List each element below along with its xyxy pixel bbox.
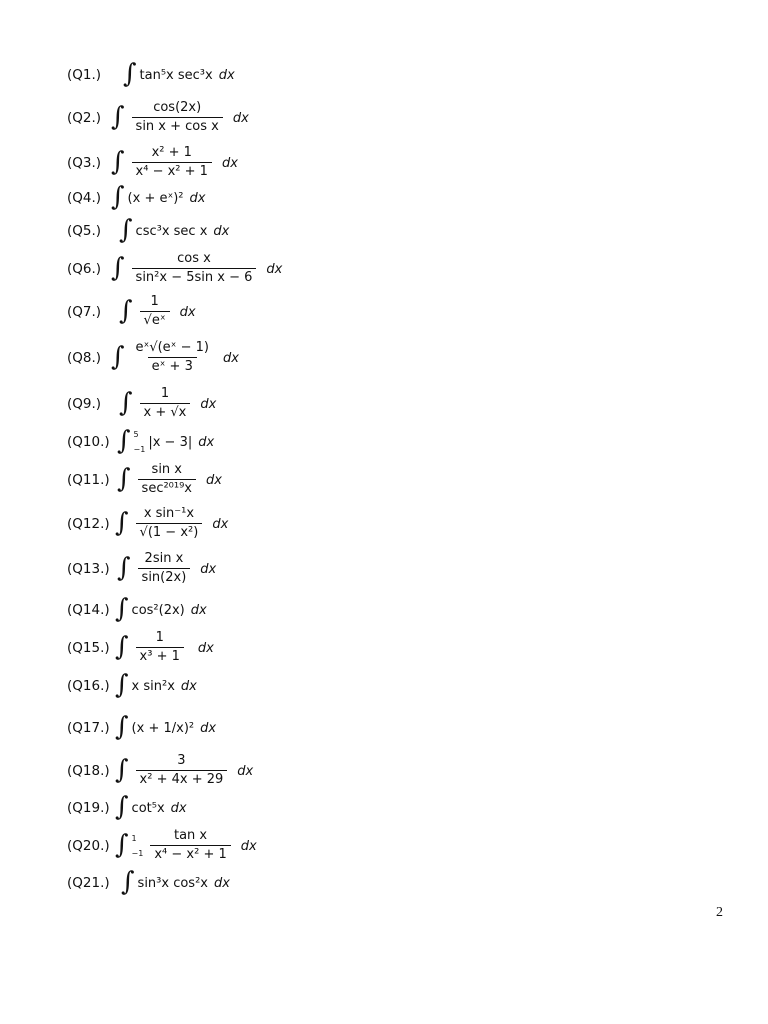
integral-sign: ∫ [115,755,129,785]
integral-sign: ∫ [119,388,133,418]
numerator: 3 [177,753,186,769]
denominator: sin x + cos x [132,117,223,135]
numerator: tan x [173,828,208,844]
page-number: 2 [716,905,723,920]
differential: dx [266,261,283,277]
denominator: x + √x [140,403,191,421]
fraction [138,463,196,497]
differential: dx [200,396,217,412]
question-17: (Q17.) ∫ (x + 1/x)² dx [67,712,217,742]
integral-sign: ∫ [111,147,125,177]
differential: dx [189,190,206,206]
integrand: cos²(2x) [131,602,185,618]
integrand: (x + eˣ)² [127,190,184,206]
denominator: √(1 − x²) [136,523,203,541]
differential: dx [212,516,229,532]
integrand: x sin²x [131,678,175,694]
fraction [150,829,230,863]
numerator: sin x [151,462,182,478]
differential: dx [198,434,215,450]
differential: dx [237,763,254,779]
integrand: tan⁵x sec³x [139,67,213,83]
differential: dx [232,110,249,126]
differential: dx [200,561,217,577]
fraction [138,552,191,586]
question-1: (Q1.) ∫ tan⁵x sec³x dx [67,59,235,89]
differential: dx [222,350,239,366]
differential: dx [214,875,230,891]
integral-sign: ∫ [119,296,133,326]
numerator: 2sin x [144,551,184,567]
question-12: (Q12.) ∫ $\frac{\text{x sin⁻¹x}}{\text{√(1 − x²)}}$ dx [67,506,229,540]
differential: dx [179,304,196,320]
integral-sign: ∫ [111,253,125,283]
denominator: sin²x − 5sin x − 6 [132,268,257,286]
denominator: sec²⁰¹⁹x [138,479,196,497]
fraction [132,146,212,180]
numerator: cos(2x) [153,100,202,116]
differential: dx [218,67,235,83]
integral-sign: ∫ [117,464,131,494]
integral-sign: ∫ [115,508,129,538]
differential: dx [200,720,217,736]
question-3: (Q3.) ∫ $\frac{\text{x² + 1}}{\text{x⁴ − x² + 1}}$ dx [67,145,238,179]
lower-bound: −1 [133,444,146,454]
denominator: sin(2x) [138,568,191,586]
differential: dx [197,640,214,656]
integral-sign: ∫ [115,830,129,860]
numerator: 1 [155,630,164,646]
question-18: (Q18.) ∫ $\frac{3}{\text{x² + 4x + 29}}$ dx [67,753,254,787]
differential: dx [221,155,238,171]
integral-sign: ∫ [123,59,137,89]
integrand: cot⁵x [131,800,165,816]
upper-bound: 5 [133,429,139,439]
integrand: sin³x cos²x [137,875,208,891]
fraction [136,754,228,788]
question-9: (Q9.) ∫ $\frac{1}{x + √x}$ dx [67,386,217,420]
integral-sign: ∫ [119,215,133,245]
integral-bounds [134,431,146,454]
question-20: (Q20.) ∫ 1 −1 $\frac{\text{tan x}}{\text{x⁴ − x² + 1}}$ dx [67,828,257,862]
question-21: (Q21.) ∫ sin³x cos²x dx [67,867,230,897]
integrand: |x − 3| [148,434,193,450]
question-4: (Q4.) ∫ (x + eˣ)² dx [67,182,206,212]
denominator: x² + 4x + 29 [136,770,228,788]
question-11: (Q11.) ∫ $\frac{\text{sin x}}{\text{sec²⁰¹⁹x}}$ dx [67,462,222,496]
question-2: (Q2.) ∫ $\frac{\cos(2x)}{\text{sin x + cos x}}$ dx [67,100,249,134]
integral-sign: ∫ [111,102,125,132]
integral-sign: ∫ [115,712,129,742]
differential: dx [206,472,222,488]
integral-sign: ∫ [115,632,129,662]
question-8: (Q8.) ∫ $\frac{\text{eˣ√(eˣ − 1)}}{\text{eˣ + 3}}$ dx [67,340,239,374]
integral-sign: ∫ [111,342,125,372]
fraction [132,101,223,135]
upper-bound: 1 [131,833,137,843]
question-14: (Q14.) ∫ cos²(2x) dx [67,594,207,624]
integral-sign: ∫ [115,594,129,624]
denominator: eˣ + 3 [148,357,197,375]
integrand: (x + 1/x)² [131,720,195,736]
differential: dx [240,838,257,854]
numerator: 1 [150,294,159,310]
numerator: x² + 1 [151,145,192,161]
numerator: 1 [160,386,170,402]
question-19: (Q19.) ∫ cot⁵x dx [67,792,187,822]
question-16: (Q16.) ∫ x sin²x dx [67,670,197,700]
differential: dx [190,602,207,618]
differential: dx [170,800,187,816]
integral-bounds [132,835,144,858]
integral-sign: ∫ [111,182,125,212]
fraction [132,252,257,286]
integrand: csc³x sec x [135,223,208,239]
integral-sign: ∫ [117,426,131,456]
integral-sign: ∫ [121,867,135,897]
fraction [140,387,191,421]
question-13: (Q13.) ∫ $\frac{\text{2sin x}}{\sin(2x)}$ dx [67,551,217,585]
differential: dx [180,678,197,694]
lower-bound: −1 [131,848,144,858]
denominator: x⁴ − x² + 1 [150,845,230,863]
denominator: √eˣ [140,311,170,329]
integral-sign: ∫ [115,670,129,700]
integral-sign: ∫ [115,792,129,822]
question-5: (Q5.) ∫ csc³x sec x dx [67,215,230,245]
numerator: x sin⁻¹x [143,506,195,522]
fraction [136,507,203,541]
question-7: (Q7.) ∫ $\frac{1}{\text{√eˣ}}$ dx [67,294,196,328]
question-10: (Q10.) ∫ 5 −1 |x − 3| dx [67,426,215,456]
denominator: x³ + 1 [136,647,184,665]
differential: dx [213,223,230,239]
fraction [140,295,170,329]
integral-sign: ∫ [117,553,131,583]
question-6: (Q6.) ∫ $\frac{\text{cos x}}{\text{sin²x − 5sin x − 6}}$ dx [67,251,283,285]
numerator: eˣ√(eˣ − 1) [135,340,209,356]
numerator: cos x [177,251,211,267]
fraction [136,631,184,665]
denominator: x⁴ − x² + 1 [132,162,212,180]
question-15: (Q15.) ∫ $\frac{1}{\text{x³ + 1}}$ dx [67,630,214,664]
fraction [132,341,213,375]
